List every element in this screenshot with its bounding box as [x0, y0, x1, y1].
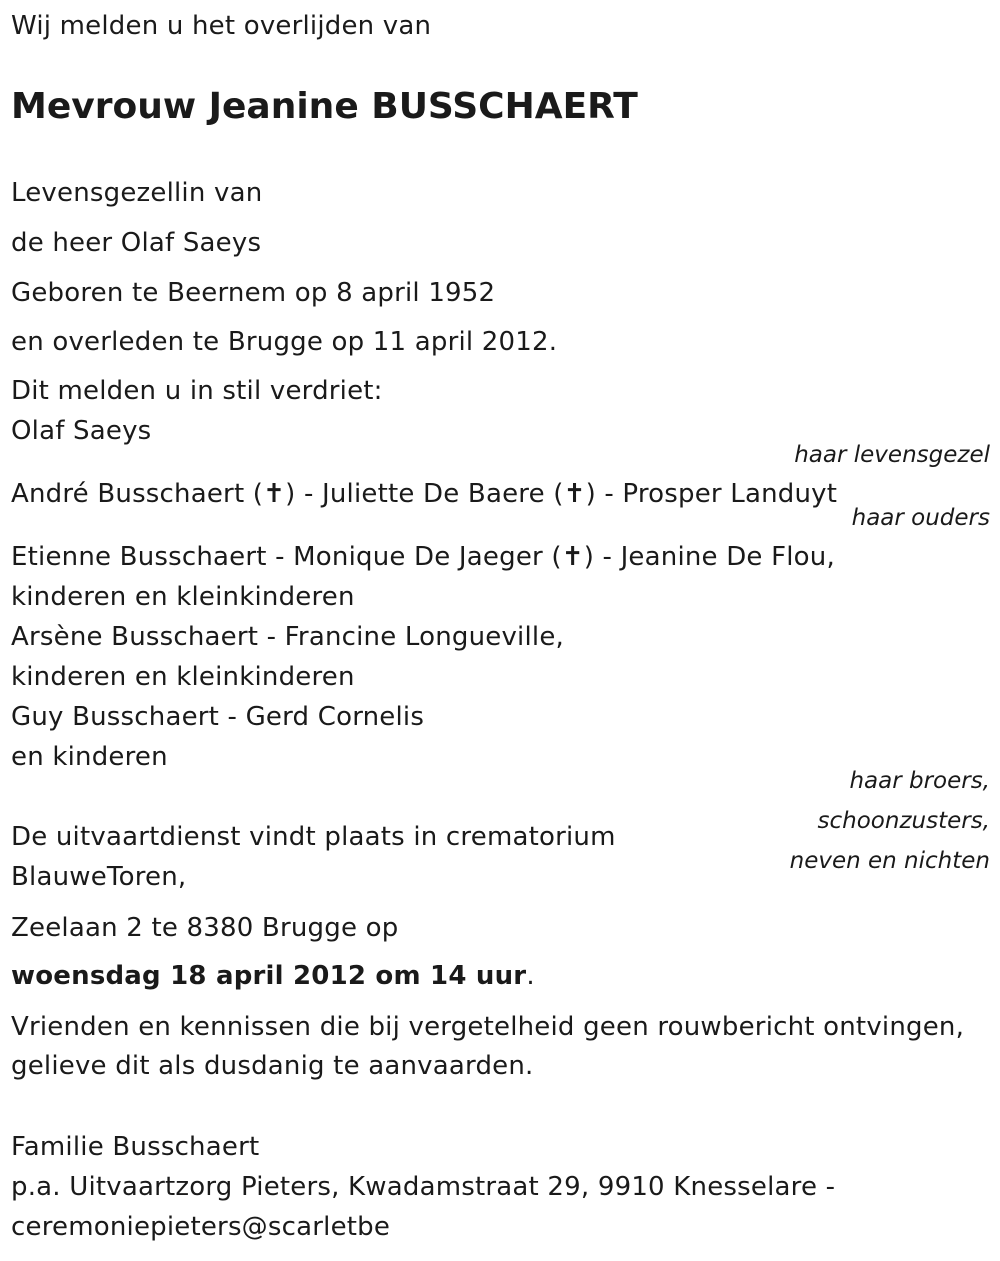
death-line: en overleden te Brugge op 11 april 2012.	[11, 327, 558, 357]
mourner-line: André Busschaert (✝) - Juliette De Baere (✝) - Prosper Landuyt	[11, 479, 838, 509]
service-line-3: Zeelaan 2 te 8380 Brugge op	[11, 913, 399, 943]
role-siblings-3: neven en nichten	[789, 848, 990, 874]
service-line-1: De uitvaartdienst vindt plaats in crematorium	[11, 822, 616, 852]
role-siblings-2: schoonzusters,	[817, 808, 990, 834]
contact-email: ceremoniepieters@scarletbe	[11, 1212, 391, 1242]
role-parents: haar ouders	[851, 505, 990, 531]
mourner-line: en kinderen	[11, 742, 168, 772]
birth-line: Geboren te Beernem op 8 april 1952	[11, 278, 496, 308]
mourner-line: Olaf Saeys	[11, 416, 152, 446]
relation-line-1: Levensgezellin van	[11, 178, 263, 208]
contact-address: p.a. Uitvaartzorg Pieters, Kwadamstraat 29, 9910 Knesselare -	[11, 1172, 836, 1202]
announce-line: Dit melden u in stil verdriet:	[11, 376, 383, 406]
role-siblings-1: haar broers,	[849, 768, 990, 794]
mourner-line: Guy Busschaert - Gerd Cornelis	[11, 702, 425, 732]
service-datetime-end: .	[526, 961, 535, 991]
intro-text: Wij melden u het overlijden van	[11, 11, 432, 41]
notice-line-2: gelieve dit als dusdanig te aanvaarden.	[11, 1051, 534, 1081]
service-datetime-line	[11, 961, 535, 991]
service-datetime: woensdag 18 april 2012 om 14 uur	[11, 961, 527, 991]
mourner-line: Etienne Busschaert - Monique De Jaeger (✝) - Jeanine De Flou,	[11, 542, 835, 572]
notice-line-1: Vrienden en kennissen die bij vergetelheid geen rouwbericht ontvingen,	[11, 1012, 965, 1042]
mourner-line: kinderen en kleinkinderen	[11, 662, 355, 692]
role-partner: haar levensgezel	[794, 442, 990, 468]
relation-line-2: de heer Olaf Saeys	[11, 228, 262, 258]
mourner-line: Arsène Busschaert - Francine Longueville,	[11, 622, 564, 652]
deceased-name: Mevrouw Jeanine BUSSCHAERT	[11, 86, 638, 127]
mourner-line: kinderen en kleinkinderen	[11, 582, 355, 612]
service-line-2: BlauweToren,	[11, 862, 187, 892]
contact-family: Familie Busschaert	[11, 1132, 260, 1162]
